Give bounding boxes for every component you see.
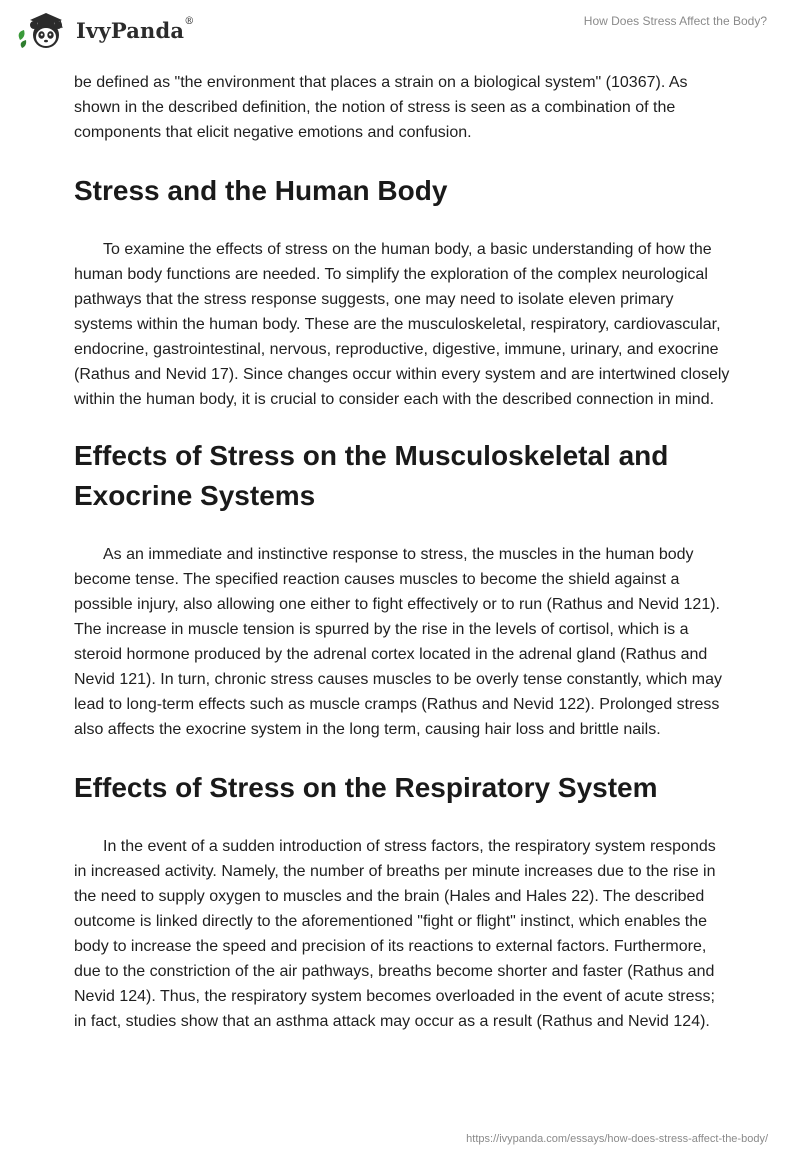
ivypanda-logo[interactable]: [16, 10, 194, 50]
section-paragraph-musculoskeletal: As an immediate and instinctive response to stress, the muscles in the human body become tense. The specified reaction causes muscles to become the shield against a possible injury, also allowing one either to fight effectively or to run (Rathus and Nevid 121). The increase in muscle tension is spurred by the rise in the levels of cortisol, which is a steroid hormone produced by the adrenal cortex located in the adrenal gland (Rathus and Nevid 121). In turn, chronic stress causes muscles to be overly tense constantly, which may lead to long-term effects such as muscle cramps (Rathus and Nevid 122). Prolonged stress also affects the exocrine system in the long term, causing hair loss and brittle nails.: [74, 546, 722, 738]
intro-paragraph: be defined as "the environment that places a strain on a biological system" (10367). As shown in the described definition, the notion of stress is seen as a combination of the components that elicit negative emotions and confusion.: [74, 74, 688, 141]
section-paragraph-stress-human-body: To examine the effects of stress on the human body, a basic understanding of how the human body functions are needed. To simplify the exploration of the complex neurological pathways that the stress response suggests, one may need to isolate eleven primary systems within the human body. These are the musculoskeletal, respiratory, cardiovascular, endocrine, gastrointestinal, nervous, reproductive, digestive, immune, urinary, and exocrine (Rathus and Nevid 17). Since changes occur within every system and are intertwined closely within the human body, it is crucial to consider each with the described connection in mind.: [74, 241, 730, 408]
section-heading-stress-human-body: Stress and the Human Body: [74, 175, 448, 206]
section-paragraph-respiratory: In the event of a sudden introduction of stress factors, the respiratory system responds in increased activity. Namely, the number of breaths per minute increases due to the rise in the need to supply oxygen to muscles and the brain (Hales and Hales 22). The described outcome is linked directly to the aforementioned "fight or flight" instinct, which enables the body to increase the speed and precision of its reactions to external factors. Furthermore, due to the constriction of the air pathways, breaths become shorter and faster (Rathus and Nevid 124). Thus, the respiratory system becomes overloaded in the event of acute stress; in fact, studies show that an asthma attack may occur as a result (Rathus and Nevid 124).: [74, 838, 716, 1030]
brand-name: IvyPanda®: [76, 15, 195, 43]
source-url[interactable]: https://ivypanda.com/essays/how-does-stress-affect-the-body/: [466, 1133, 768, 1145]
section-heading-respiratory: Effects of Stress on the Respiratory System: [74, 772, 658, 803]
registered-mark: ®: [184, 15, 195, 27]
section-heading-musculoskeletal: Effects of Stress on the Musculoskeletal and Exocrine Systems: [74, 440, 669, 511]
essay-content: [74, 70, 730, 1034]
page-header: [0, 0, 800, 60]
document-title: How Does Stress Affect the Body?: [583, 14, 767, 28]
panda-graduate-icon: [16, 10, 68, 50]
